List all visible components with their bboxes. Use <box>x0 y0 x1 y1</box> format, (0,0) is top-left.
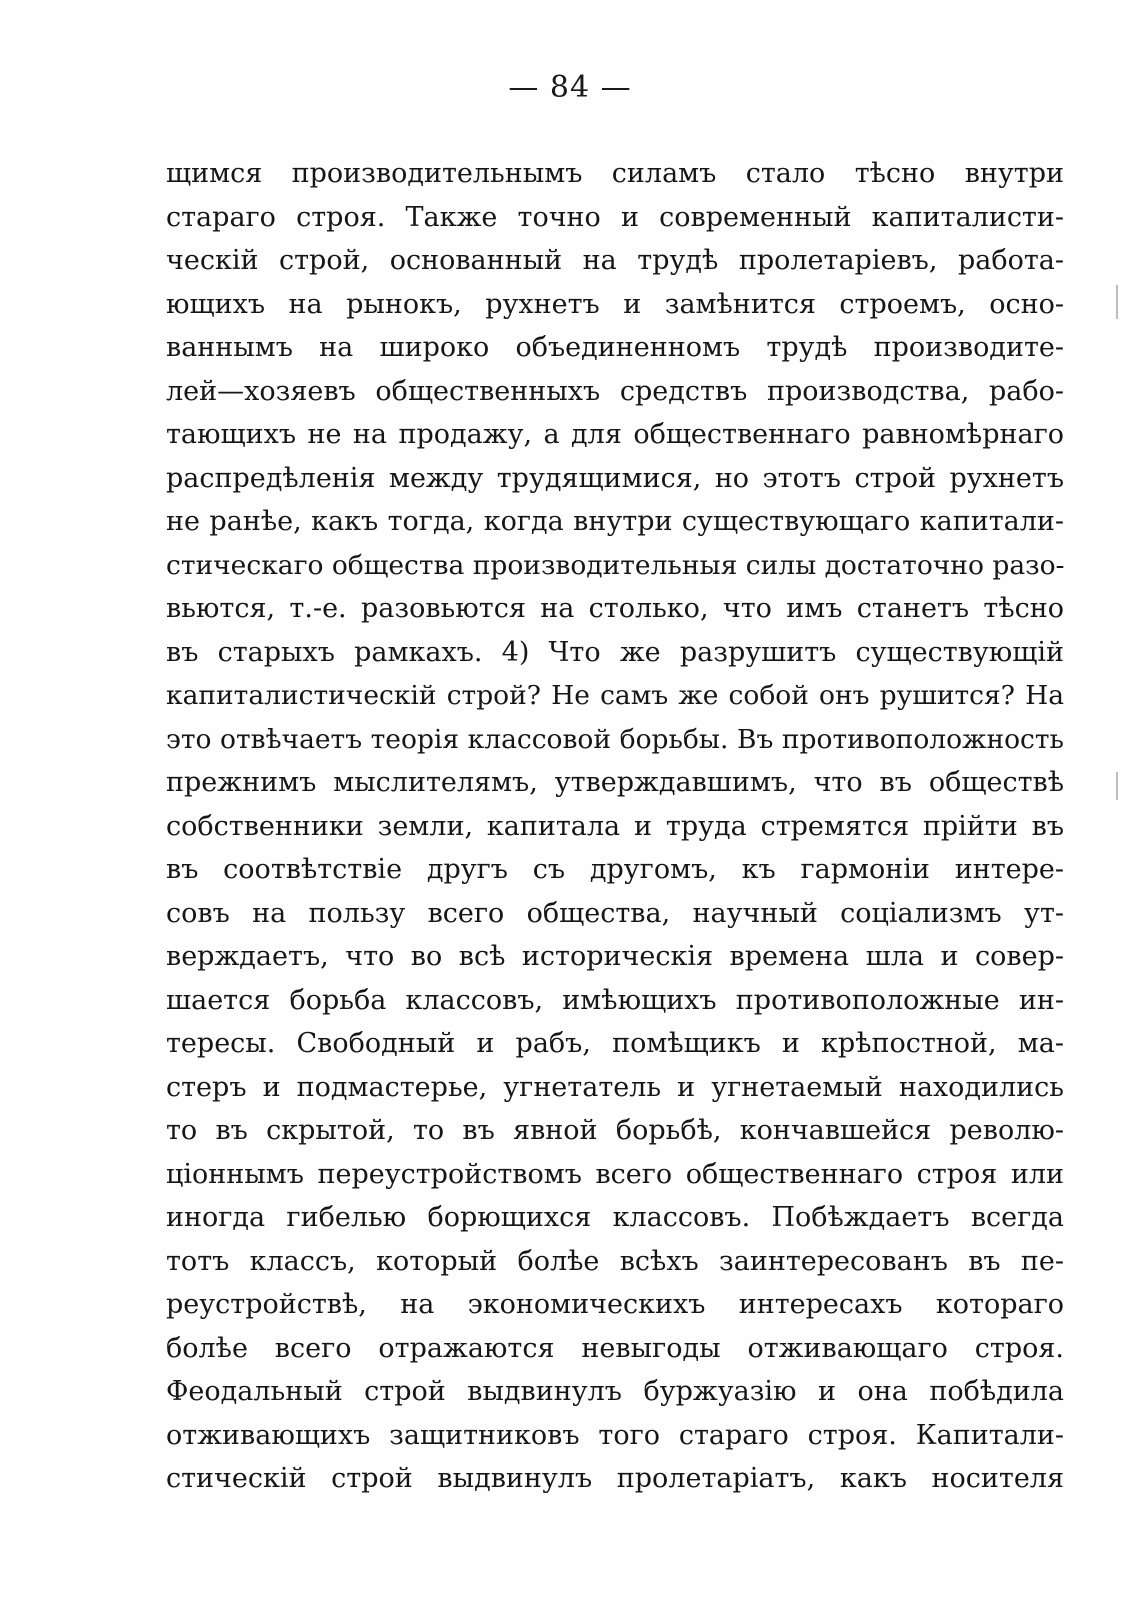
text-line: стическаго общества производительныя силы достаточно разо- <box>166 549 1064 581</box>
margin-mark <box>1116 285 1118 319</box>
text-line: стеръ и подмастерье, угнетатель и угнетаемый находились <box>166 1071 1064 1103</box>
text-line: это отвѣчаетъ теорія классовой борьбы. Въ противоположность <box>166 723 1064 755</box>
text-line: стараго строя. Также точно и современный капиталисти- <box>166 201 1064 233</box>
text-line: въ соотвѣтствіе другъ съ другомъ, къ гармоніи интере- <box>166 854 1064 885</box>
text-line: прежнимъ мыслителямъ, утверждавшимъ, что въ обществѣ <box>166 767 1064 798</box>
text-line: лей—хозяевъ общественныхъ средствъ производства, рабо- <box>166 375 1064 407</box>
text-line: капиталистическій строй? Не самъ же собой онъ рушится? На <box>166 680 1064 711</box>
text-line: ціоннымъ переустройствомъ всего общественнаго строя или <box>166 1158 1064 1190</box>
body-text <box>166 152 1064 1501</box>
text-line: тающихъ не на продажу, а для общественнаго равномѣрнаго <box>166 419 1064 450</box>
text-line: верждаетъ, что во всѣ историческія времена шла и совер- <box>166 941 1064 972</box>
text-line: Феодальный строй выдвинулъ буржуазію и она побѣдила <box>166 1376 1064 1407</box>
text-line: тотъ классъ, который болѣе всѣхъ заинтересованъ въ пе- <box>166 1245 1064 1277</box>
page-number: — 84 — <box>508 70 632 105</box>
text-line: совъ на пользу всего общества, научный соціализмъ ут- <box>166 897 1064 929</box>
text-line: стическій строй выдвинулъ пролетаріатъ, какъ носителя <box>166 1463 1064 1494</box>
text-line: иногда гибелью борющихся классовъ. Побѣждаетъ всегда <box>166 1202 1064 1233</box>
text-line: собственники земли, капитала и труда стремятся прійти въ <box>166 810 1064 842</box>
text-line: распредѣленія между трудящимися, но этотъ строй рухнетъ <box>166 462 1064 494</box>
text-line: не ранѣе, какъ тогда, когда внутри существующаго капитали- <box>166 506 1064 537</box>
text-line: ющихъ на рынокъ, рухнетъ и замѣнится строемъ, осно- <box>166 288 1064 320</box>
text-line: въ старыхъ рамкахъ. 4) Что же разрушитъ существующій <box>166 636 1064 668</box>
text-line: то въ скрытой, то въ явной борьбѣ, кончавшейся револю- <box>166 1115 1064 1146</box>
text-line: вьются, т.-е. разовьются на столько, что имъ станетъ тѣсно <box>166 593 1064 624</box>
text-line: реустройствѣ, на экономическихъ интересахъ котораго <box>166 1289 1064 1320</box>
text-line: шается борьба классовъ, имѣющихъ противоположные ин- <box>166 984 1064 1016</box>
text-line: болѣе всего отражаются невыгоды отживающаго строя. <box>166 1332 1064 1364</box>
margin-mark <box>1116 772 1118 800</box>
text-line: ческій строй, основанный на трудѣ пролетаріевъ, работа- <box>166 245 1064 276</box>
text-line: отживающихъ защитниковъ того стараго строя. Капитали- <box>166 1419 1064 1451</box>
text-line: тересы. Свободный и рабъ, помѣщикъ и крѣпостной, ма- <box>166 1028 1064 1059</box>
text-line: ваннымъ на широко объединенномъ трудѣ производите- <box>166 332 1064 363</box>
text-line: щимся производительнымъ силамъ стало тѣсно внутри <box>166 158 1064 189</box>
